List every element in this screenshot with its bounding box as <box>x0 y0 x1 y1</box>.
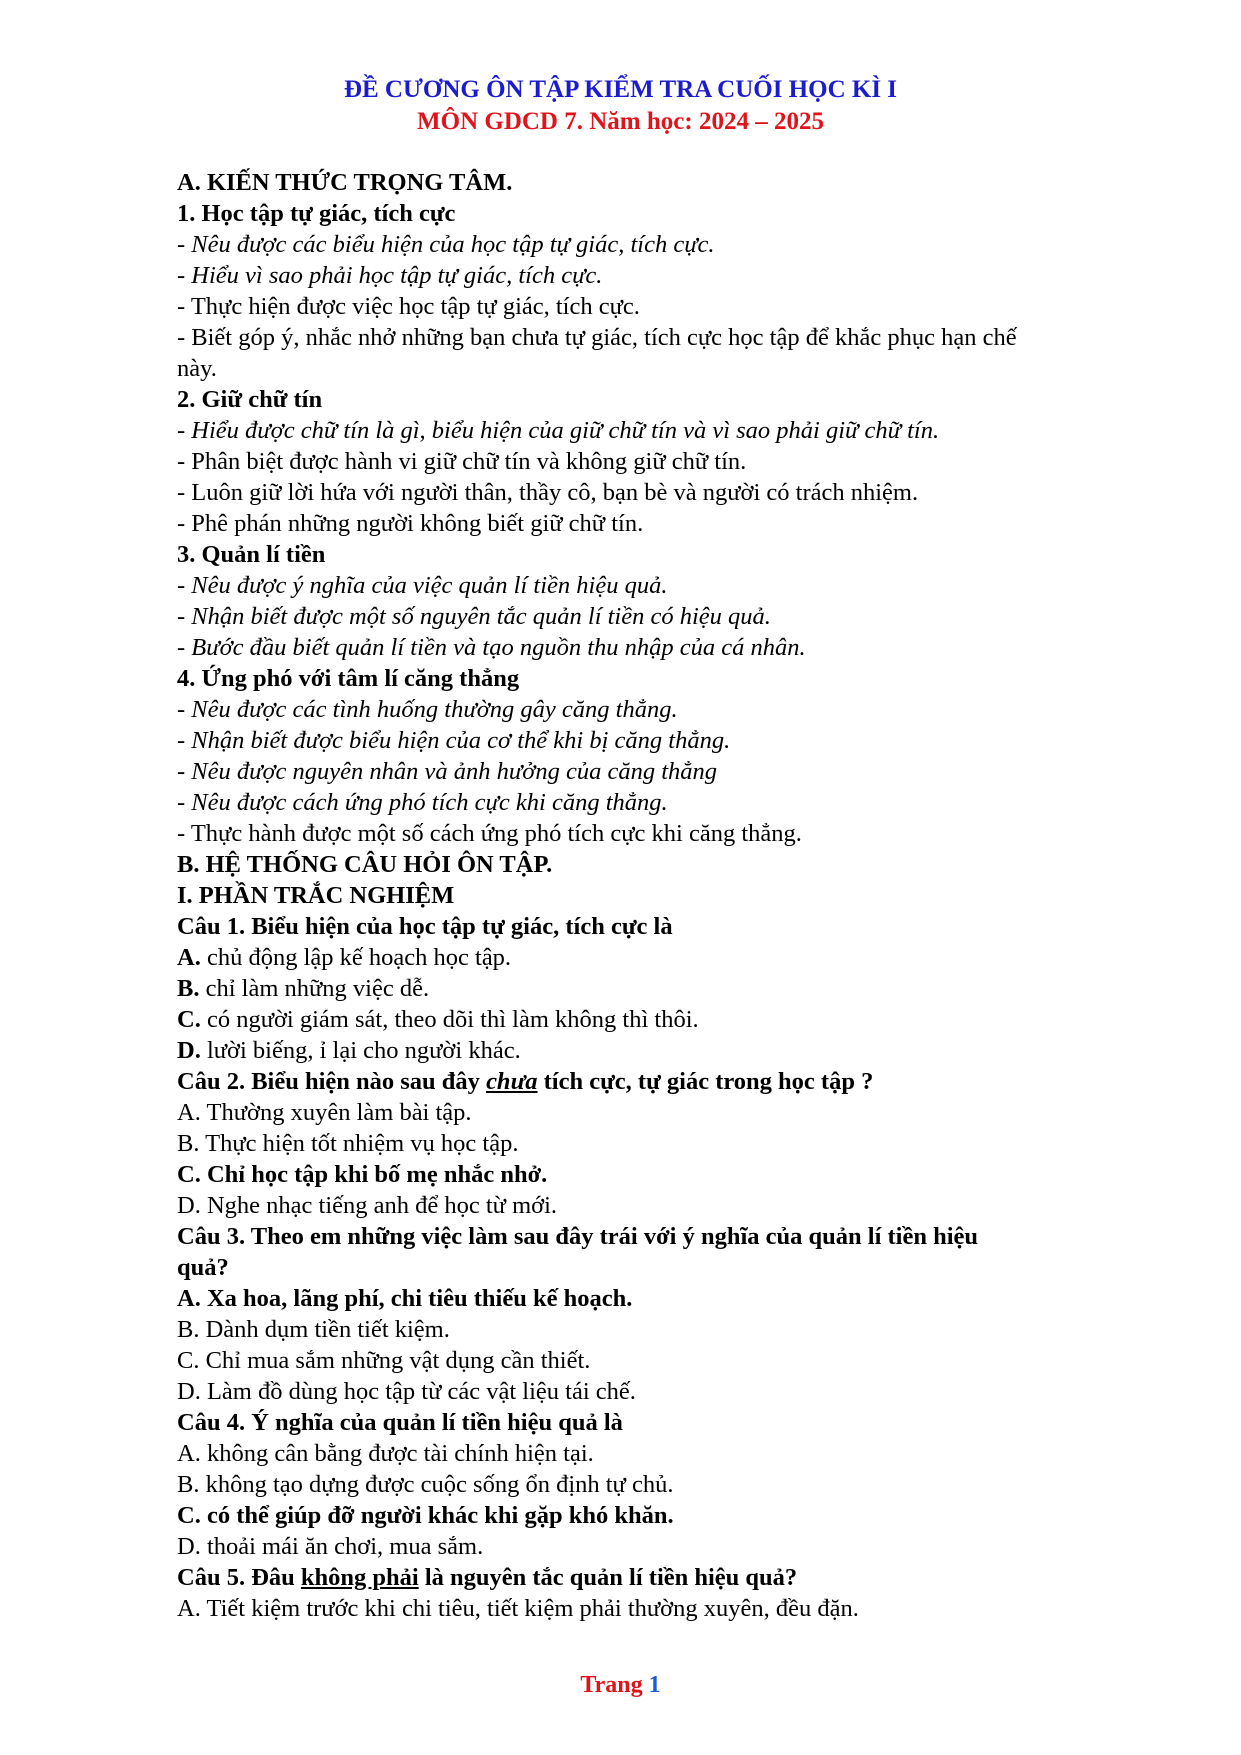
document-header <box>0 74 1241 138</box>
question-5-option-a: A. Tiết kiệm trước khi chi tiêu, tiết kiệm phải thường xuyên, đều đặn. <box>177 1595 859 1622</box>
section-2-item: - Hiểu được chữ tín là gì, biểu hiện của giữ chữ tín và vì sao phải giữ chữ tín. <box>177 417 940 444</box>
option-text: chỉ làm những việc dễ. <box>199 975 430 1002</box>
document-subtitle: MÔN GDCD 7. Năm học: 2024 – 2025 <box>417 108 824 135</box>
page-label: Trang <box>580 1672 643 1698</box>
question-text: là nguyên tắc quản lí tiền hiệu quả? <box>418 1564 798 1591</box>
question-4-option-d: D. thoải mái ăn chơi, mua sắm. <box>177 1533 484 1560</box>
question-1-option-a <box>177 942 1137 973</box>
question-emphasis: không phải <box>300 1564 419 1591</box>
section-3-item: - Nhận biết được một số nguyên tắc quản lí tiền có hiệu quả. <box>177 603 771 630</box>
section-1-heading: 1. Học tập tự giác, tích cực <box>177 200 456 227</box>
option-text: có người giám sát, theo dõi thì làm không thì thôi. <box>200 1006 699 1033</box>
option-text: chủ động lập kế hoạch học tập. <box>200 944 512 971</box>
option-label: C. <box>177 1006 201 1033</box>
question-3-option-b: B. Dành dụm tiền tiết kiệm. <box>177 1316 450 1343</box>
question-text: Câu 2. Biểu hiện nào sau đây <box>177 1068 487 1095</box>
section-2-item: - Luôn giữ lời hứa với người thân, thầy cô, bạn bè và người có trách nhiệm. <box>177 479 919 506</box>
section-4-item: - Nhận biết được biểu hiện của cơ thể khi bị căng thẳng. <box>177 727 731 754</box>
question-3-option-d: D. Làm đồ dùng học tập từ các vật liệu tái chế. <box>177 1378 636 1405</box>
question-3-option-a: A. Xa hoa, lãng phí, chi tiêu thiếu kế hoạch. <box>177 1285 633 1312</box>
section-4-item: - Thực hành được một số cách ứng phó tích cực khi căng thẳng. <box>177 820 802 847</box>
question-2 <box>177 1066 1137 1097</box>
question-2-option-a: A. Thường xuyên làm bài tập. <box>177 1099 472 1126</box>
section-3-heading: 3. Quản lí tiền <box>177 541 326 568</box>
question-3-continued: quả? <box>177 1254 229 1281</box>
section-4-heading: 4. Ứng phó với tâm lí căng thẳng <box>177 665 520 692</box>
question-5 <box>177 1562 1137 1593</box>
option-label: B. <box>177 975 200 1002</box>
section-3-item: - Nêu được ý nghĩa của việc quản lí tiền hiệu quả. <box>177 572 668 599</box>
part-b-heading: B. HỆ THỐNG CÂU HỎI ÔN TẬP. <box>177 851 553 878</box>
question-text: Câu 5. Đâu <box>177 1564 301 1591</box>
question-2-option-d: D. Nghe nhạc tiếng anh để học từ mới. <box>177 1192 558 1219</box>
question-3: Câu 3. Theo em những việc làm sau đây trái với ý nghĩa của quản lí tiền hiệu <box>177 1223 979 1250</box>
question-3-option-c: C. Chỉ mua sắm những vật dụng cần thiết. <box>177 1347 591 1374</box>
option-label: A. <box>177 944 201 971</box>
question-1-option-d <box>177 1035 1137 1066</box>
question-emphasis: chưa <box>486 1068 538 1095</box>
section-1-item: - Hiểu vì sao phải học tập tự giác, tích cực. <box>177 262 603 289</box>
section-1-item: - Nêu được các biểu hiện của học tập tự giác, tích cực. <box>177 231 715 258</box>
document-body <box>177 167 1137 1624</box>
section-1-item: này. <box>177 355 217 382</box>
multiple-choice-heading: I. PHẦN TRẮC NGHIỆM <box>177 882 455 909</box>
question-1: Câu 1. Biểu hiện của học tập tự giác, tích cực là <box>177 913 673 940</box>
section-4-item: - Nêu được các tình huống thường gây căng thẳng. <box>177 696 678 723</box>
document-title: ĐỀ CƯƠNG ÔN TẬP KIỂM TRA CUỐI HỌC KÌ I <box>343 76 898 103</box>
question-4: Câu 4. Ý nghĩa của quản lí tiền hiệu quả là <box>177 1409 623 1436</box>
section-4-item: - Nêu được cách ứng phó tích cực khi căng thẳng. <box>177 789 668 816</box>
question-2-option-b: B. Thực hiện tốt nhiệm vụ học tập. <box>177 1130 519 1157</box>
question-4-option-c: C. có thể giúp đỡ người khác khi gặp khó khăn. <box>177 1502 674 1529</box>
section-1-item: - Thực hiện được việc học tập tự giác, tích cực. <box>177 293 640 320</box>
question-1-option-c <box>177 1004 1137 1035</box>
section-2-item: - Phân biệt được hành vi giữ chữ tín và không giữ chữ tín. <box>177 448 747 475</box>
section-4-item: - Nêu được nguyên nhân và ảnh hưởng của căng thẳng <box>177 758 718 785</box>
page-footer <box>0 1670 1241 1700</box>
question-4-option-b: B. không tạo dựng được cuộc sống ổn định tự chủ. <box>177 1471 674 1498</box>
option-text: lười biếng, ỉ lại cho người khác. <box>200 1037 521 1064</box>
question-text: tích cực, tự giác trong học tập ? <box>537 1068 874 1095</box>
section-2-heading: 2. Giữ chữ tín <box>177 386 323 413</box>
page-number: 1 <box>648 1672 661 1698</box>
question-4-option-a: A. không cân bằng được tài chính hiện tại. <box>177 1440 594 1467</box>
section-1-item: - Biết góp ý, nhắc nhở những bạn chưa tự giác, tích cực học tập để khắc phục hạn chế <box>177 324 1017 351</box>
option-label: D. <box>177 1037 201 1064</box>
question-1-option-b <box>177 973 1137 1004</box>
section-3-item: - Bước đầu biết quản lí tiền và tạo nguồn thu nhập của cá nhân. <box>177 634 806 661</box>
part-a-heading: A. KIẾN THỨC TRỌNG TÂM. <box>177 169 513 196</box>
section-2-item: - Phê phán những người không biết giữ chữ tín. <box>177 510 644 537</box>
question-2-option-c: C. Chỉ học tập khi bố mẹ nhắc nhở. <box>177 1161 548 1188</box>
